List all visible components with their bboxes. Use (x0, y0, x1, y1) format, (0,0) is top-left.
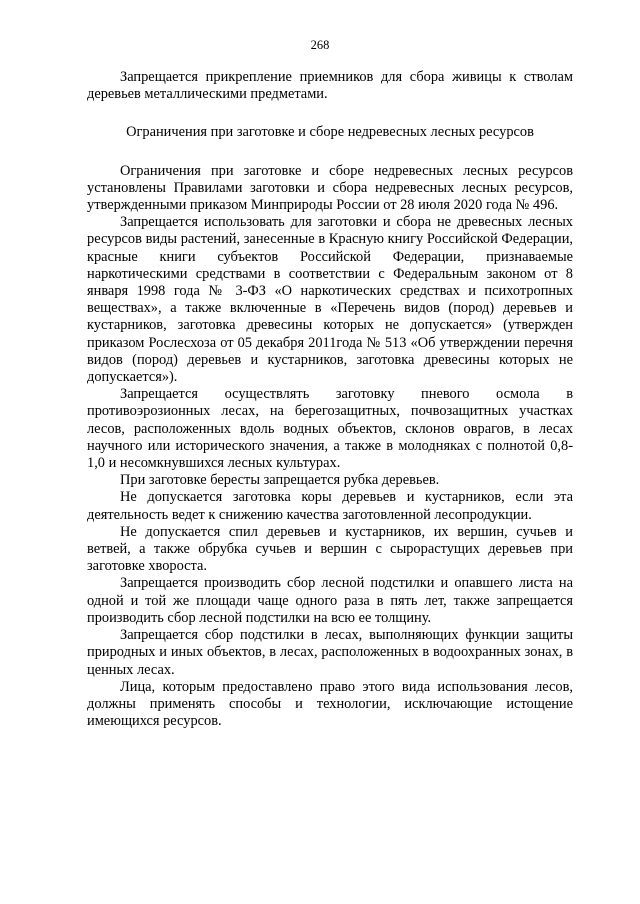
paragraph-birch-bark: При заготовке бересты запрещается рубка деревьев. (120, 472, 440, 489)
section-heading: Ограничения при заготовке и сборе недревесных лесных ресурсов (126, 124, 534, 141)
paragraph-brushwood: Не допускается спил деревьев и кустарников, их вершин, сучьев и ветвей, а также обрубка сучьев и вершин с сырорастущих деревьев при заготовке хвороста. (87, 523, 573, 575)
paragraph-bark-harvest: Не допускается заготовка коры деревьев и кустарников, если эта деятельность ведет к снижению качества заготовленной лесопродукции. (87, 489, 573, 523)
page-content (87, 69, 573, 730)
page-number: 268 (310, 38, 330, 52)
paragraph-forest-litter: Запрещается производить сбор лесной подстилки и опавшего листа на одной и той же площади чаще одного раза в пять лет, также запрещается производить сбор лесной подстилки на всю ее толщину. (87, 575, 573, 626)
intro-paragraph: Запрещается прикрепление приемников для сбора живицы к стволам деревьев металлическими предметами. (87, 69, 573, 103)
paragraph-stump-resin: Запрещается осуществлять заготовку пневого осмола в противоэрозионных лесах, на берегозащитных, почвозащитных участках лесов, расположенных вдоль водных объектов, склонов оврагов, в лесах научного или исторического значения, а также в молодняках с полнотой 0,8-1,0 и несомкнувшихся лесных культурах. (87, 386, 573, 472)
paragraph-protective-forests: Запрещается сбор подстилки в лесах, выполняющих функции защиты природных и иных объектов, в лесах, расположенных в водоохранных зонах, в ценных лесах. (87, 627, 573, 678)
paragraph-resource-methods: Лица, которым предоставлено право этого вида использования лесов, должны применять способы и технологии, исключающие истощение имеющихся ресурсов. (87, 678, 573, 730)
paragraph-restrictions-rules: Ограничения при заготовке и сборе недревесных лесных ресурсов установлены Правилами заготовки и сбора недревесных лесных ресурсов, утвержденными приказом Минприроды России от 28 июля 2020 года № 496. (87, 162, 573, 214)
paragraph-protected-plants: Запрещается использовать для заготовки и сбора не древесных лесных ресурсов виды растений, занесенные в Красную книгу Российской Федерации, красные книги субъектов Российской Федерации, признаваемые наркотическими средствами в соответствии с Федеральным законом от 8 января 1998 года № 3-ФЗ «О наркотических средствах и психотропных веществах», а также включенные в «Перечень видов (пород) деревьев и кустарников, заготовка древесины которых не допускается» (утвержден приказом Рослесхоза от 05 декабря 2011года № 513 «Об утверждении перечня видов (пород) деревьев и кустарников, заготовка древесины которых не допускается»). (87, 214, 573, 386)
